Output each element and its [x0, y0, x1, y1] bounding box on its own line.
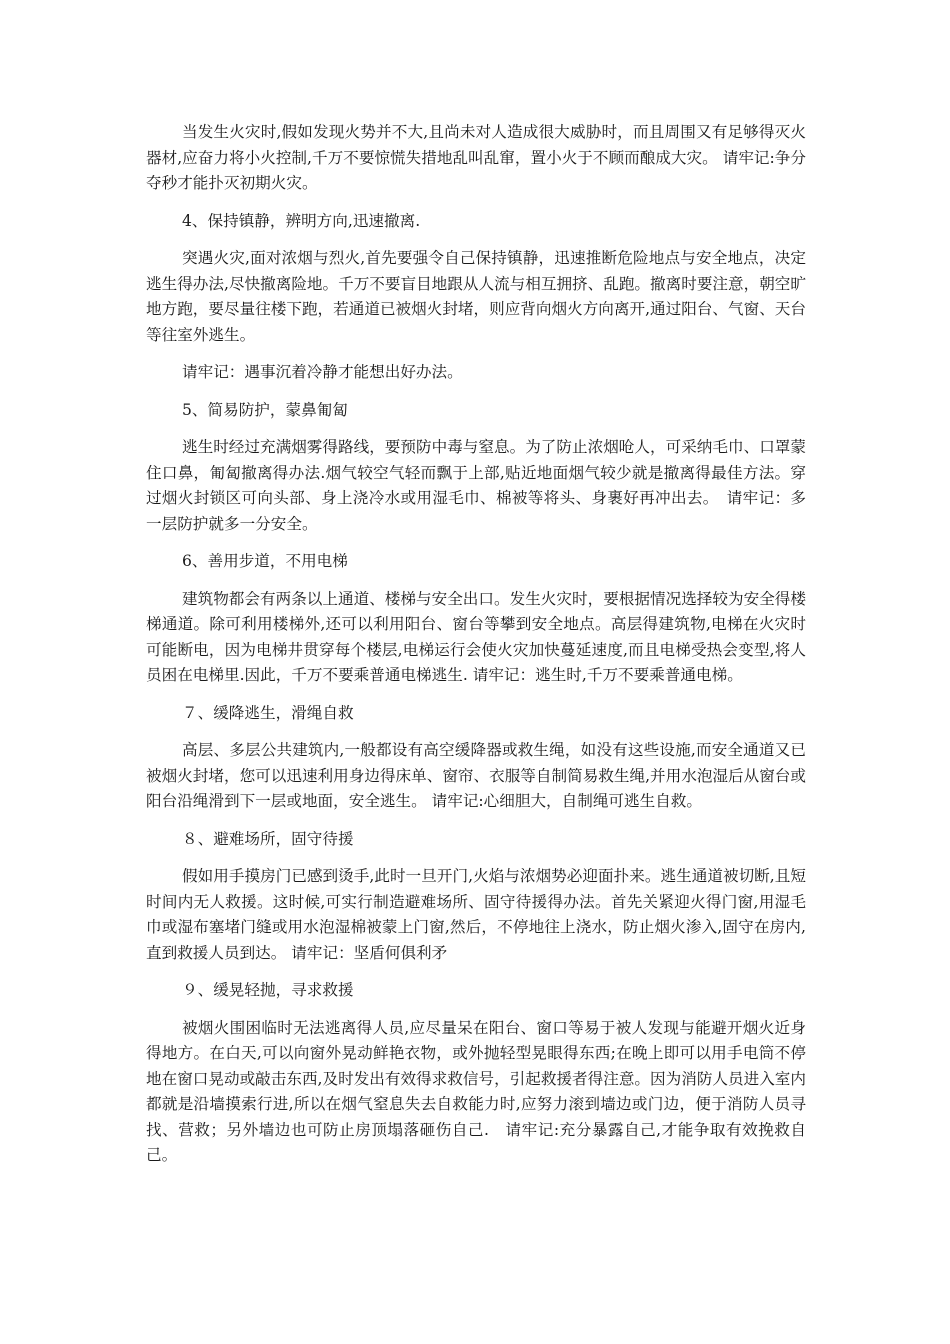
heading-7-rope-escape: ７、缓降逃生，滑绳自救 [182, 703, 354, 722]
heading-9-signal-rescue: ９、缓晃轻抛，寻求救援 [182, 981, 354, 999]
paragraph-use-stairs: 建筑物都会有两条以上通道、楼梯与安全出口。发生火灾时，要根据情况选择较为安全得楼梯通道。除可利用楼梯外,还可以利用阳台、窗台等攀到安全地点。高层得建筑物,电梯在火灾时可能断电，因为电梯井贯穿每个楼层,电梯运行会使火灾加快蔓延速度,而且电梯受热会变型,将人员困在电梯里.因此，千万不要乘普通电梯逃生. 请牢记：逃生时,千万不要乘普通电梯。 [146, 589, 806, 684]
paragraph-rope-escape: 高层、多层公共建筑内,一般都设有高空缓降器或救生绳，如没有这些设施,而安全通道又已被烟火封堵，您可以迅速利用身边得床单、窗帘、衣服等自制简易救生绳,并用水泡湿后从窗台或阳台沿绳滑到下一层或地面，安全逃生。 请牢记:心细胆大，自制绳可逃生自救。 [146, 741, 806, 810]
heading-6-use-stairs: 6、善用步道，不用电梯 [182, 552, 348, 570]
heading-5-simple-protection: 5、简易防护，蒙鼻匍匐 [182, 400, 348, 419]
document-body [146, 120, 806, 1181]
paragraph-signal-rescue: 被烟火围困临时无法逃离得人员,应尽量呆在阳台、窗口等易于被人发现与能避开烟火近身得地方。在白天,可以向窗外晃动鲜艳衣物，或外抛轻型晃眼得东西;在晚上即可以用手电筒不停地在窗口晃动或敲击东西,及时发出有效得求救信号，引起救援者得注意。因为消防人员进入室内都就是沿墙摸索行进,所以在烟气窒息失去自救能力时,应努力滚到墙边或门边，便于消防人员寻找、营救；另外墙边也可防止房顶塌落砸伤自己. 请牢记:充分暴露自己,才能争取有效挽救自己。 [146, 1018, 806, 1164]
paragraph-intro: 当发生火灾时,假如发现火势并不大,且尚未对人造成很大威胁时，而且周围又有足够得灭火器材,应奋力将小火控制,千万不要惊慌失措地乱叫乱窜，置小火于不顾而酿成大灾。 请牢记:争分夺秒才能扑灭初期火灾。 [146, 123, 806, 192]
reminder-stay-calm: 请牢记：遇事沉着冷静才能想出好办法。 [182, 363, 463, 381]
heading-8-refuge: ８、避难场所，固守待援 [182, 829, 354, 848]
paragraph-simple-protection: 逃生时经过充满烟雾得路线，要预防中毒与窒息。为了防止浓烟呛人，可采纳毛巾、口罩蒙住口鼻，匍匐撤离得办法.烟气较空气轻而飘于上部,贴近地面烟气较少就是撤离得最佳方法。穿过烟火封锁区可向头部、身上浇冷水或用湿毛巾、棉被等将头、身裹好再冲出去。 请牢记：多一层防护就多一分安全。 [146, 438, 806, 533]
heading-4-stay-calm: 4、保持镇静，辨明方向,迅速撤离. [182, 211, 421, 230]
paragraph-stay-calm: 突遇火灾,面对浓烟与烈火,首先要强令自己保持镇静，迅速推断危险地点与安全地点，决定逃生得办法,尽快撤离险地。千万不要盲目地跟从人流与相互拥挤、乱跑。撤离时要注意，朝空旷地方跑，要尽量往楼下跑，若通道已被烟火封堵，则应背向烟火方向离开,通过阳台、气窗、天台等往室外逃生。 [146, 249, 806, 344]
paragraph-refuge: 假如用手摸房门已感到烫手,此时一旦开门,火焰与浓烟势必迎面扑来。逃生通道被切断,且短时间内无人救援。这时候,可实行制造避难场所、固守待援得办法。首先关紧迎火得门窗,用湿毛巾或湿布塞堵门缝或用水泡湿棉被蒙上门窗,然后，不停地往上浇水，防止烟火渗入,固守在房内,直到救援人员到达。 请牢记：坚盾何俱利矛 [146, 867, 806, 962]
